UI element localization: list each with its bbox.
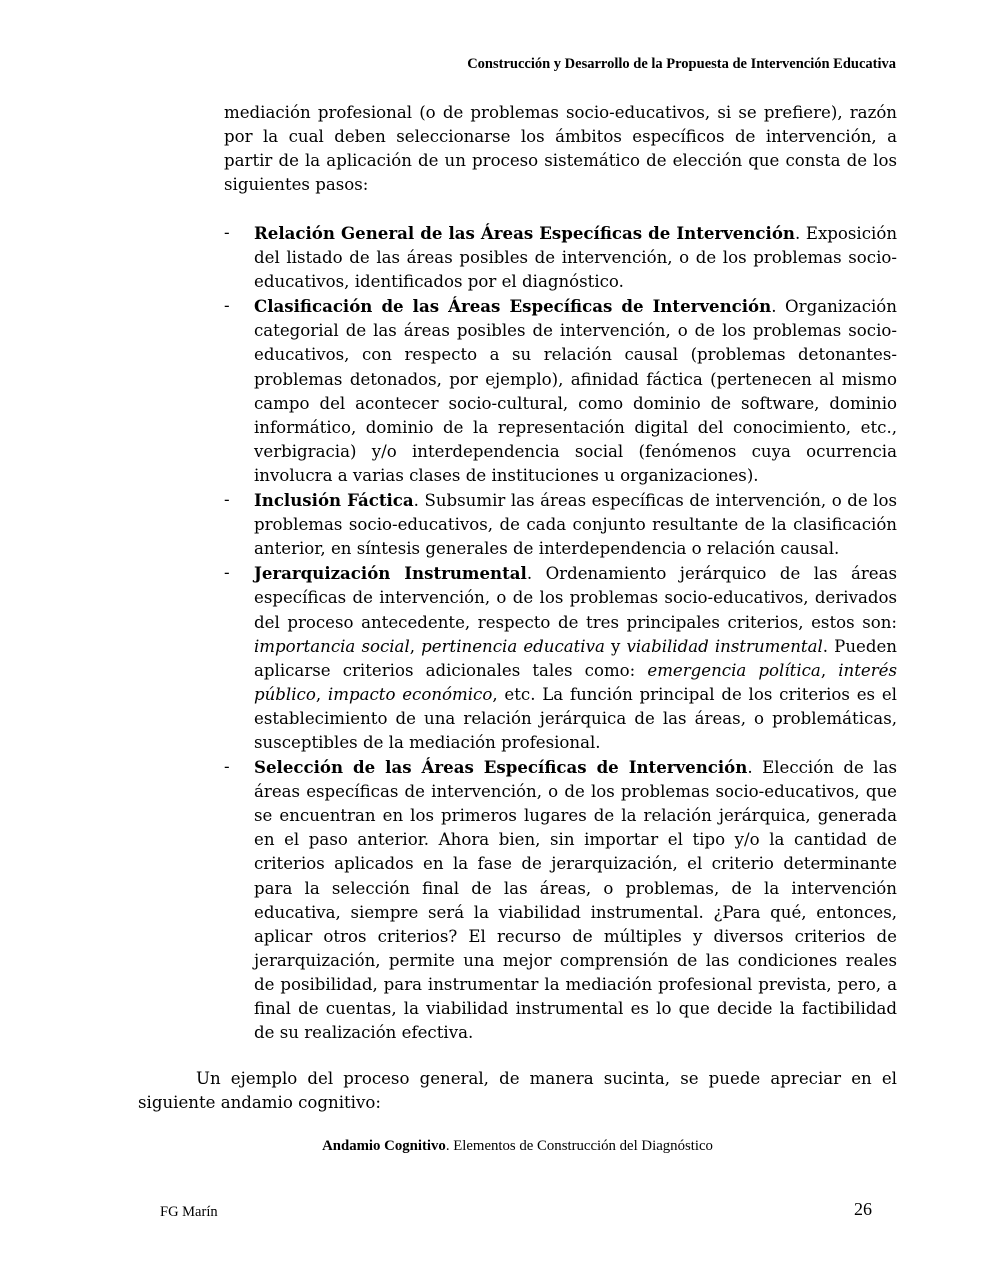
closing-paragraph: Un ejemplo del proceso general, de manera sucinta, se puede apreciar en el siguiente andamio cognitivo:	[138, 1069, 897, 1113]
figure-caption	[138, 1138, 897, 1155]
separator: ,	[409, 636, 422, 656]
step-term: Relación General de las Áreas Específicas de Intervención	[254, 223, 795, 243]
page-number: 26	[854, 1199, 872, 1219]
step-term: Inclusión Fáctica	[254, 490, 414, 511]
criterion-italic: viabilidad instrumental	[626, 636, 823, 656]
criterion-italic: impacto económico	[327, 684, 493, 704]
step-term: Clasificación de las Áreas Específicas de Intervención	[254, 296, 772, 317]
list-marker: -	[224, 296, 230, 316]
caption-term: Andamio Cognitivo	[322, 1138, 446, 1154]
list-marker: -	[224, 563, 230, 583]
list-item	[224, 221, 897, 294]
list-item	[224, 294, 897, 488]
steps-list	[224, 221, 897, 1045]
footer-author: FG Marín	[160, 1204, 218, 1220]
caption-text: . Elementos de Construcción del Diagnóstico	[445, 1138, 713, 1154]
step-text: , etc. La función principal de los criterios es el establecimiento de una relación jerárquica de las áreas, o problemáticas, susceptibles de la mediación profesional.	[254, 684, 897, 752]
criterion-italic: pertinencia educativa	[421, 636, 605, 656]
criterion-italic: importancia social	[254, 636, 410, 656]
running-header: Construcción y Desarrollo de la Propuesta de Intervención Educativa	[467, 56, 896, 72]
step-text: . Subsumir las áreas específicas de intervención, o de los problemas socio-educativos, de cada conjunto resultante de la clasificación anterior, en síntesis generales de interdependencia o relación causal.	[254, 491, 897, 559]
list-marker: -	[224, 490, 230, 510]
step-term: Selección de las Áreas Específicas de Intervención	[254, 757, 748, 778]
step-text: . Exposición del listado de las áreas posibles de intervención, o de los problemas socio-educativos, identificados por el diagnóstico.	[254, 224, 898, 292]
list-item	[224, 561, 897, 755]
step-term: Jerarquización Instrumental	[254, 563, 527, 584]
list-marker: -	[224, 223, 230, 242]
separator: y	[604, 636, 627, 656]
separator: ,	[820, 660, 839, 680]
list-marker: -	[224, 757, 230, 777]
separator: ,	[315, 684, 328, 704]
criterion-italic: emergencia política	[647, 660, 821, 680]
intro-paragraph: mediación profesional (o de problemas socio-educativos, si se prefiere), razón por la cual deben seleccionarse los ámbitos específicos de intervención, a partir de la aplicación de un proceso sistemático de elección que consta de los siguientes pasos:	[224, 103, 897, 195]
criterion-italic: interés público	[254, 660, 897, 704]
step-text: . Elección de las áreas específicas de intervención, o de los problemas socio-educativos, que se encuentran en los primeros lugares de la relación jerárquica, generada en el paso anterior. Ahora bien, sin importar el tipo y/o la cantidad de criterios aplicados en la fase de jerarquización, el criterio determinante para la selección final de las áreas, o problemas, de la intervención educativa, siempre será la viabilidad instrumental. ¿Para qué, entonces, aplicar otros criterios? El recurso de múltiples y diversos criterios de jerarquización, permite una mejor comprensión de las condiciones reales de posibilidad, para instrumentar la mediación profesional prevista, pero, a final de cuentas, la viabilidad instrumental es lo que decide la factibilidad de su realización efectiva.	[254, 758, 898, 1043]
step-text: . Organización categorial de las áreas posibles de intervención, o de los problemas socio-educativos, con respecto a su relación causal (problemas detonantes-problemas detonados, por ejemplo), afinidad fáctica (pertenecen al mismo campo del acontecer socio-cultural, como dominio de software, dominio informático, dominio de la representación digital del conocimiento, etc., verbigracia) y/o interdependencia social (fenómenos cuya ocurrencia involucra a varias clases de instituciones u organizaciones).	[254, 297, 897, 485]
step-text: . Ordenamiento jerárquico de las áreas específicas de intervención, o de los problemas socio-educativos, derivados del proceso antecedente, respecto de tres principales criterios, estos son:	[254, 564, 898, 632]
list-item	[224, 755, 897, 1045]
step-text: . Pueden aplicarse criterios adicionales tales como:	[254, 636, 897, 680]
list-item	[224, 488, 897, 561]
